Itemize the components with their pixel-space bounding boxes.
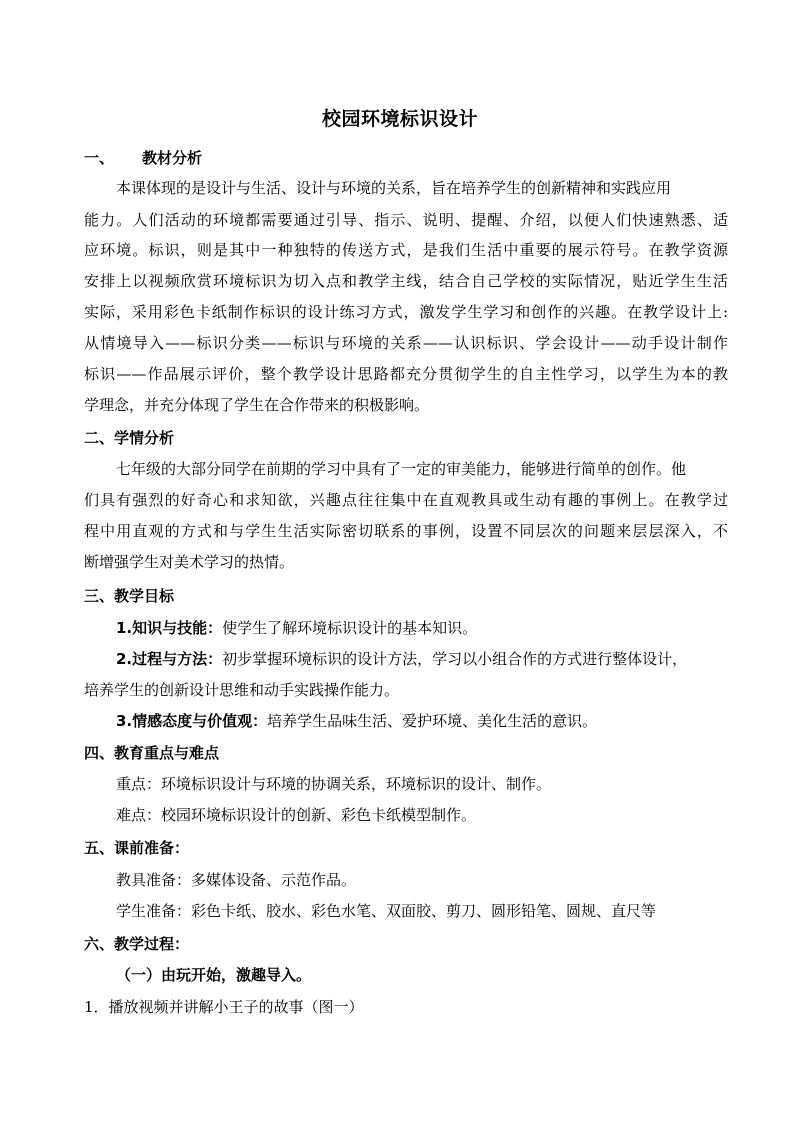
section-2-line-1: 七年级的大部分同学在前期的学习中具有了一定的审美能力，能够进行简单的创作。他 [116, 460, 687, 478]
difficulty-line: 难点：校园环境标识设计的创新、彩色卡纸模型制作。 [116, 806, 477, 824]
objective-2-label: 2.过程与方法： [116, 650, 223, 668]
section-heading-6: 六、教学过程： [84, 935, 190, 953]
section-2-line-4: 断增强学生对美术学习的热情。 [84, 553, 295, 571]
objective-item-1 [116, 618, 477, 638]
teaching-aids-line: 教具准备：多媒体设备、示范作品。 [116, 871, 357, 889]
section-heading-1 [84, 148, 202, 168]
section-2-line-2: 们具有强烈的好奇心和求知欲，兴趣点往往集中在直观教具或生动有趣的事例上。在教学过 [84, 491, 728, 509]
page-title: 校园环境标识设计 [321, 108, 478, 130]
objective-3-text: 培养学生品味生活、爱护环境、美化生活的意识。 [267, 712, 598, 730]
objective-item-2 [116, 649, 687, 669]
section-1-line-1: 本课体现的是设计与生活、设计与环境的关系，旨在培养学生的创新精神和实践应用 [116, 179, 672, 197]
objective-2-text: 初步掌握环境标识的设计方法，学习以小组合作的方式进行整体设计， [222, 650, 688, 668]
objective-item-3 [116, 711, 597, 731]
objective-3-label: 3.情感态度与价值观： [116, 712, 268, 730]
student-materials-line: 学生准备：彩色卡纸、胶水、彩色水笔、双面胶、剪刀、圆形铅笔、圆规、直尺等 [116, 902, 657, 920]
section-heading-1-text: 教材分析 [142, 149, 203, 167]
section-1-line-8: 学理念，并充分体现了学生在合作带来的积极影响。 [84, 396, 430, 414]
section-1-line-6: 从情境导入——标识分类——标识与环境的关系——认识标识、学会设计——动手设计制作 [84, 334, 728, 352]
objective-2-continuation: 培养学生的创新设计思维和动手实践操作能力。 [84, 681, 400, 699]
section-1-line-3: 应环境。标识，则是其中一种独特的传送方式，是我们生活中重要的展示符号。在教学资源 [84, 241, 728, 259]
section-heading-5: 五、课前准备： [84, 839, 190, 857]
process-subheading-1: （一）由玩开始，激趣导入。 [116, 966, 312, 984]
section-heading-3: 三、教学目标 [84, 587, 175, 605]
section-1-line-7: 标识——作品展示评价，整个教学设计思路都充分贯彻学生的自主性学习，以学生为本的教 [84, 365, 728, 383]
section-2-line-3: 程中用直观的方式和与学生生活实际密切联系的事例，设置不同层次的问题来层层深入，不 [84, 522, 728, 540]
process-step-1: 1．播放视频并讲解小王子的故事（图一） [84, 998, 364, 1016]
objective-1-text: 使学生了解环境标识设计的基本知识。 [222, 619, 478, 637]
section-heading-2: 二、学情分析 [84, 429, 175, 447]
section-heading-4: 四、教育重点与难点 [84, 744, 220, 762]
section-1-line-4: 安排上以视频欣赏环境标识为切入点和教学主线，结合自己学校的实际情况，贴近学生生活 [84, 272, 728, 290]
key-point-line: 重点：环境标识设计与环境的协调关系，环境标识的设计、制作。 [116, 775, 552, 793]
section-heading-1-number: 一、 [84, 149, 115, 167]
section-1-line-5: 实际，采用彩色卡纸制作标识的设计练习方式，激发学生学习和创作的兴趣。在教学设计上: [84, 303, 728, 321]
section-1-line-2: 能力。人们活动的环境都需要通过引导、指示、说明、提醒、介绍，以便人们快速熟悉、适 [84, 211, 728, 229]
objective-1-label: 1.知识与技能： [116, 619, 223, 637]
